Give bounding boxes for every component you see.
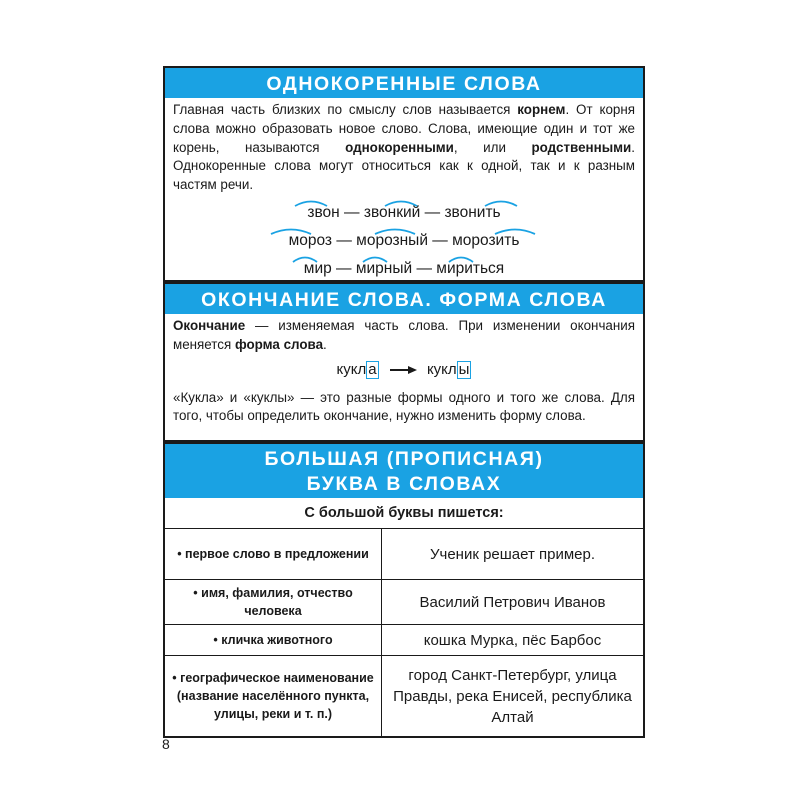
table-row [165,529,643,580]
ending-box: ы [458,361,470,378]
section-title-capital: БОЛЬШАЯ (ПРОПИСНАЯ) БУКВА В СЛОВАХ [163,442,645,498]
ending-box: а [368,361,377,378]
rule-cell: • географическое наименование (название населённого пункта, улицы, реки и т. п.) [165,656,382,736]
rule-cell: • кличка животного [165,625,382,655]
ending-explanation: «Кукла» и «куклы» — это разные формы одного и того же слова. Для того, чтобы определить окончание, нужно изменить форму слова. [173,389,635,424]
arrow-right-icon [388,365,418,375]
table-row [165,656,643,736]
root-arc-icon [263,197,563,207]
capital-rules-table [163,498,645,738]
ending-definition: Окончание — изменяемая часть слова. При изменении окончания меняется форма слова. [173,318,635,352]
reference-page [163,66,645,738]
section-title-cognates: ОДНОКОРЕННЫЕ СЛОВА [163,66,645,98]
cognates-definition: Главная часть близких по смыслу слов называется корнем. От корня слова можно образовать новое слово. Слова, имеющие один и тот же корень, называются однокоренными, или родственными. Однокоренные слова могут относиться как к одной, так и к разным частям речи. [173,102,635,193]
section-body-ending [163,314,645,442]
rule-cell: • имя, фамилия, отчество человека [165,580,382,624]
example-cell: Василий Петрович Иванов [419,593,606,611]
example-cell: Ученик решает пример. [429,545,596,563]
example-cell: кошка Мурка, пёс Барбос [423,631,602,649]
cognate-examples [173,199,635,283]
section-title-ending: ОКОНЧАНИЕ СЛОВА. ФОРМА СЛОВА [163,282,645,314]
table-header: С большой буквы пишется: [165,498,643,529]
example-cell: город Санкт-Петербург, улица Правды, река Енисей, республика Алтай [393,666,632,726]
cognate-row: звон — звонкий — звонить [173,199,635,227]
cognate-row: мороз — морозный — морозить [173,227,635,255]
table-row [165,625,643,656]
rule-cell: • первое слово в предложении [165,529,382,579]
word-forms-example: кукл а кукл ы [336,360,470,378]
section-body-cognates [163,98,645,282]
root-arc-icon [263,253,563,263]
root-arc-icon [263,225,563,235]
page-number: 8 [162,736,170,752]
cognate-row: мир — мирный — мириться [173,255,635,283]
table-row [165,580,643,625]
